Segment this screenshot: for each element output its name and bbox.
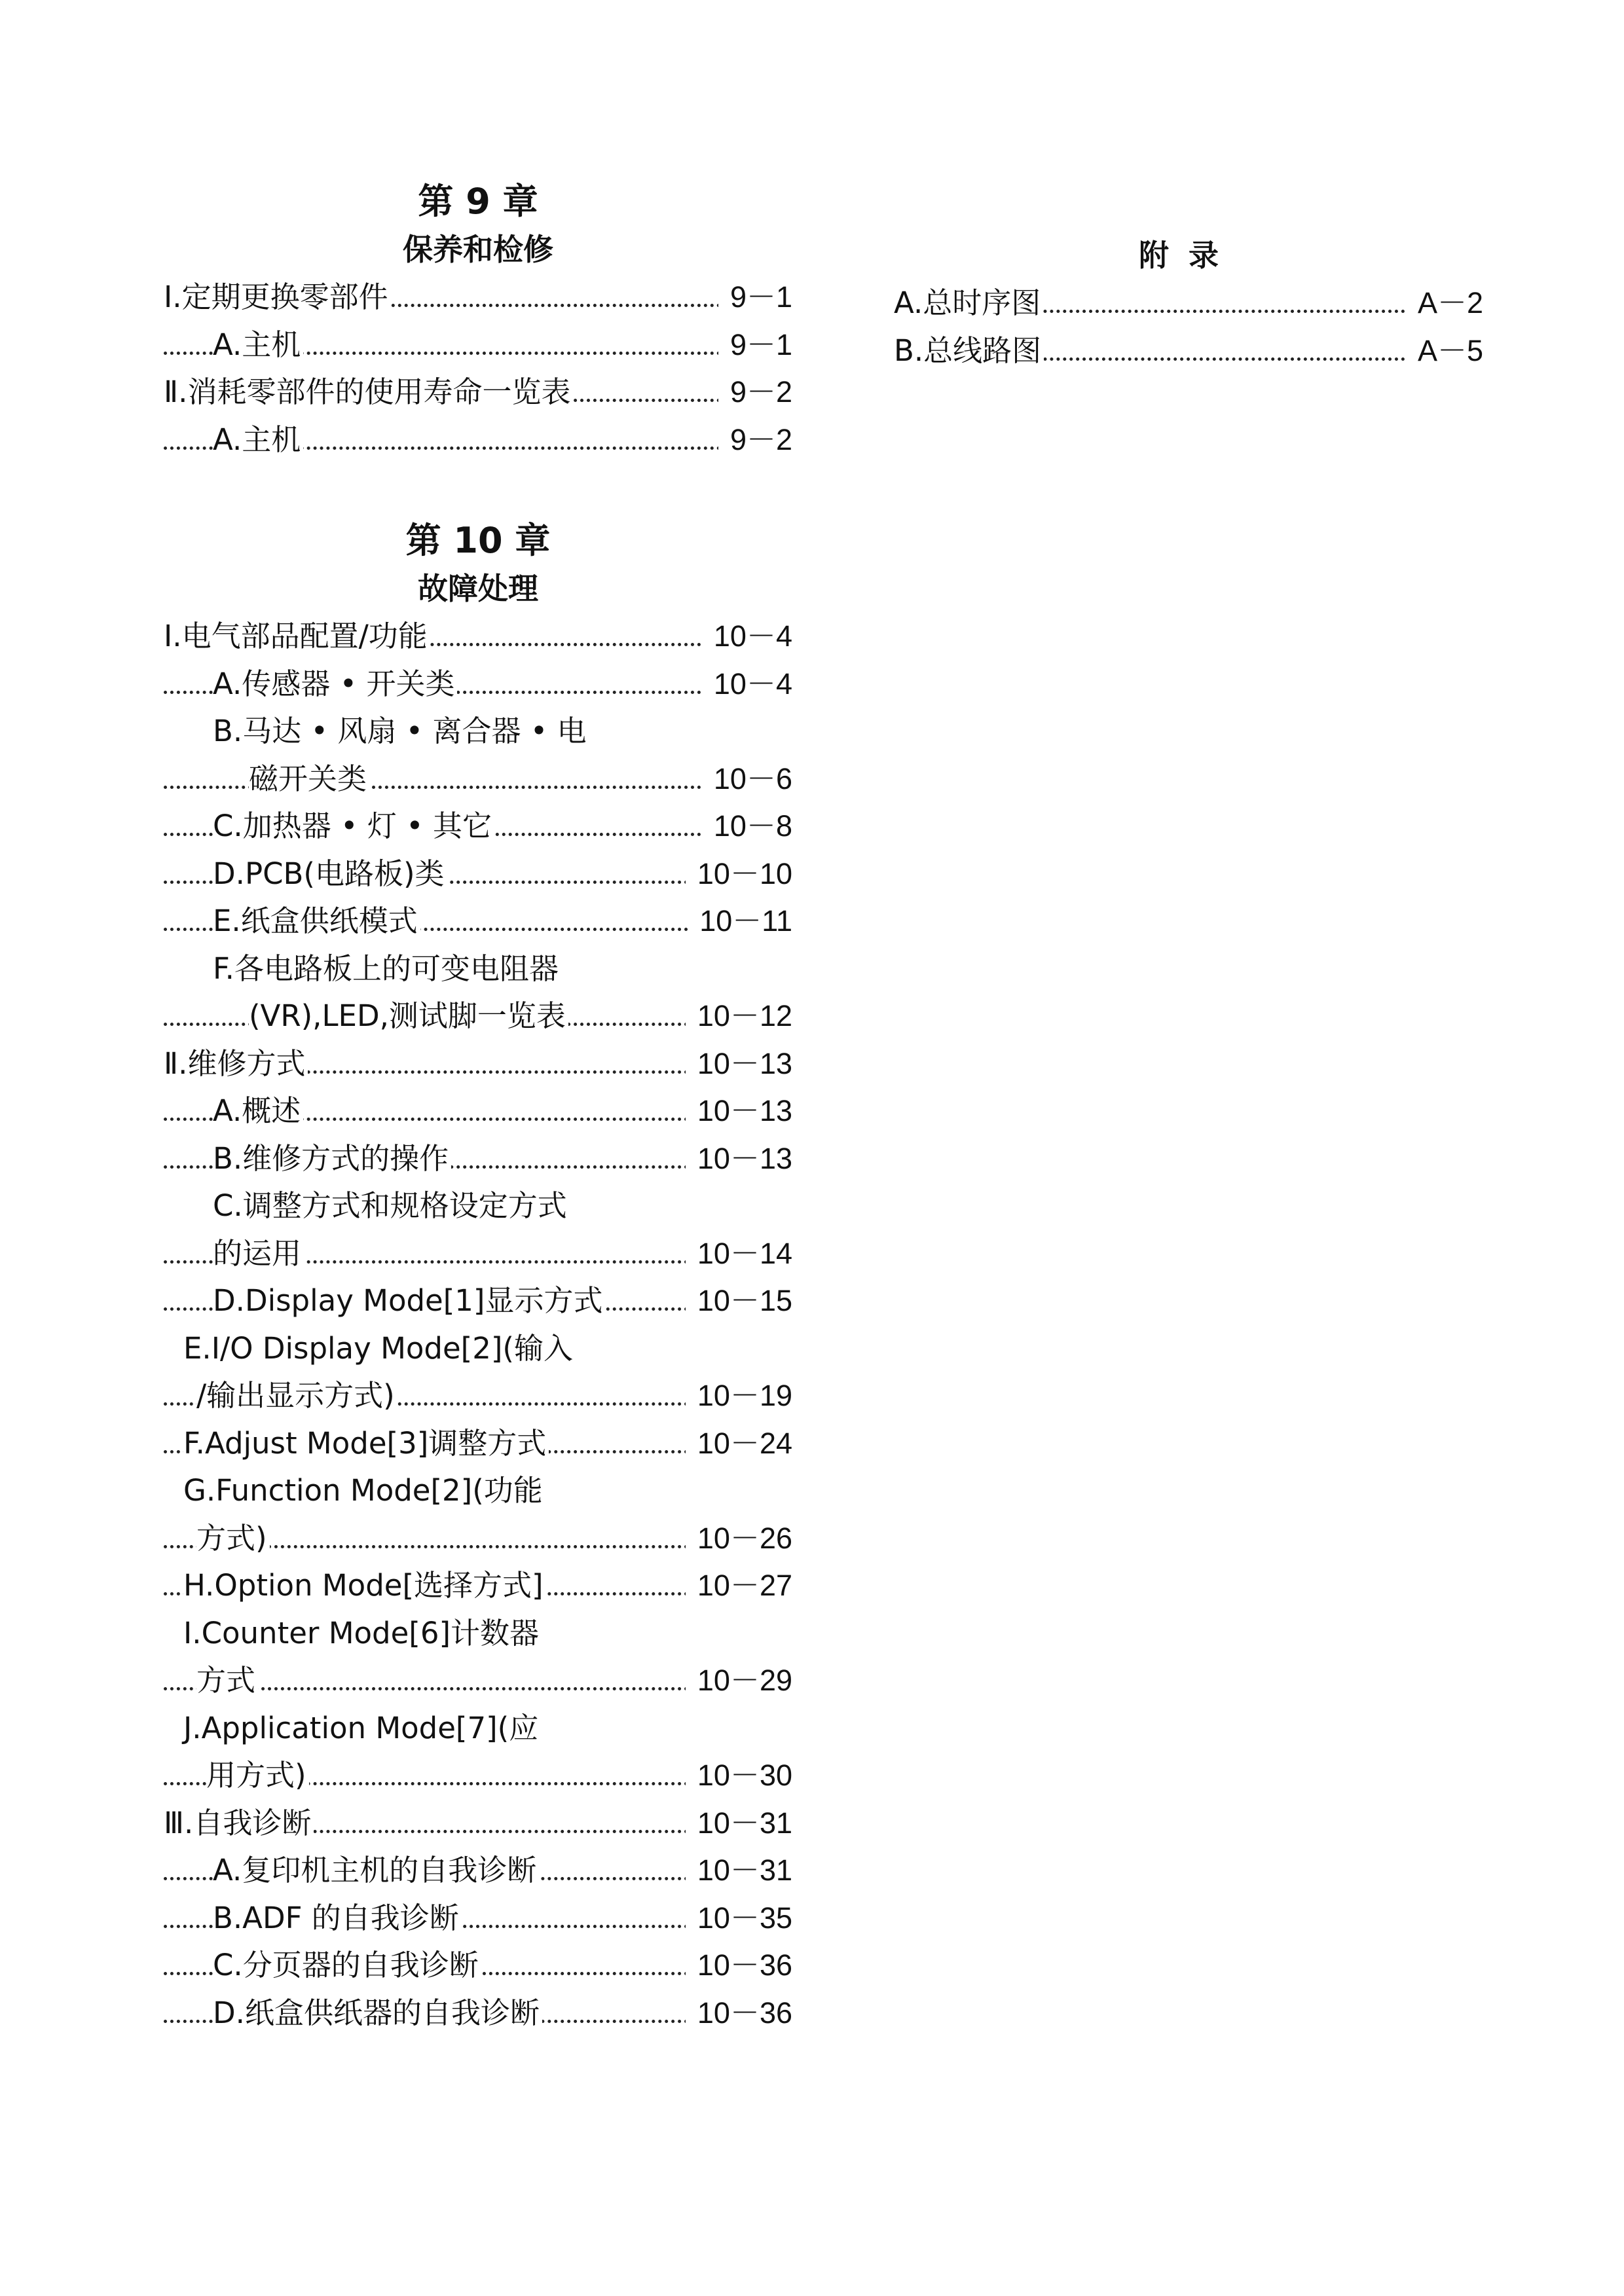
toc-entry-page: 9－2	[718, 369, 792, 416]
toc-entry[interactable]	[164, 1562, 792, 1610]
toc-entry[interactable]	[164, 1847, 792, 1895]
toc-entry-page: A－2	[1406, 280, 1483, 327]
toc-entry-text: E.纸盒供纸模式	[213, 898, 420, 945]
toc-entry-text: 的运用	[213, 1230, 304, 1278]
chapter-9-title: 第 9 章	[418, 181, 538, 222]
toc-entry-page: 10－12	[686, 993, 792, 1040]
toc-entry-text: B.ADF 的自我诊断	[213, 1895, 462, 1942]
toc-entry-text: B.维修方式的操作	[213, 1135, 451, 1183]
toc-entry-page: 10－29	[686, 1657, 792, 1705]
toc-entry-page: 10－35	[686, 1895, 792, 1942]
toc-entry-text: (VR),LED,测试脚一览表	[249, 993, 568, 1040]
toc-entry-text: A.复印机主机的自我诊断	[213, 1847, 539, 1895]
toc-entry-text: Ⅰ.定期更换零部件	[164, 274, 391, 321]
toc-entry-text: D.纸盒供纸器的自我诊断	[213, 1990, 542, 2037]
toc-entry[interactable]	[164, 993, 792, 1040]
toc-entry-text: J.Application Mode[7](应	[183, 1705, 541, 1753]
toc-entry-page: 10－6	[702, 756, 792, 803]
toc-entry[interactable]	[164, 274, 792, 321]
chapter-10-subtitle: 故障处理	[418, 571, 538, 606]
toc-entry-text: A.主机	[213, 416, 303, 464]
chapter-10-title: 第 10 章	[405, 520, 551, 561]
toc-entry-text: F.Adjust Mode[3]调整方式	[183, 1420, 549, 1468]
toc-entry[interactable]	[164, 416, 792, 464]
toc-entry-page: 10－10	[686, 850, 792, 898]
toc-entry[interactable]	[164, 898, 792, 945]
chapter-10-section	[164, 516, 792, 2037]
toc-entry[interactable]	[164, 1657, 792, 1705]
toc-entry-text: 方式	[196, 1657, 258, 1705]
toc-entry-text: Ⅰ.电气部品配置/功能	[164, 613, 430, 661]
toc-entry[interactable]	[164, 850, 792, 898]
toc-entry[interactable]	[164, 1705, 792, 1753]
toc-entry-page: 10－15	[686, 1277, 792, 1325]
toc-entry-page: 10－8	[702, 803, 792, 850]
toc-entry-page: 10－4	[702, 661, 792, 708]
toc-entry-text: H.Option Mode[选择方式]	[183, 1562, 546, 1610]
toc-entry[interactable]	[164, 1610, 792, 1658]
toc-entry[interactable]	[164, 1087, 792, 1135]
toc-entry-page: 10－36	[686, 1990, 792, 2037]
toc-entry[interactable]	[164, 756, 792, 803]
toc-entry-page: 10－30	[686, 1752, 792, 1800]
toc-entry-page: 10－26	[686, 1515, 792, 1563]
toc-entry[interactable]	[894, 280, 1483, 327]
toc-entry[interactable]	[164, 1277, 792, 1325]
toc-entry-page: 10－31	[686, 1847, 792, 1895]
toc-entry-text: A.概述	[213, 1087, 303, 1135]
toc-entry[interactable]	[164, 1515, 792, 1563]
toc-entry[interactable]	[164, 1135, 792, 1183]
right-column	[894, 232, 1483, 374]
toc-entry[interactable]	[164, 661, 792, 708]
toc-entry-text: Ⅱ.维修方式	[164, 1040, 308, 1088]
toc-entry-page: 10－27	[686, 1562, 792, 1610]
toc-entry-text: C.调整方式和规格设定方式	[213, 1182, 570, 1230]
toc-entry[interactable]	[164, 321, 792, 369]
toc-entry-page: 9－1	[718, 321, 792, 369]
toc-entry-text: F.各电路板上的可变电阻器	[213, 945, 561, 993]
toc-entry-text: Ⅲ.自我诊断	[164, 1800, 314, 1848]
toc-entry-text: A.主机	[213, 321, 303, 369]
toc-entry-page: 10－14	[686, 1230, 792, 1278]
chapter-9-section	[164, 177, 792, 464]
toc-entry-page: 10－11	[688, 898, 792, 945]
toc-entry-text: 用方式)	[206, 1752, 309, 1800]
toc-entry[interactable]	[164, 1942, 792, 1990]
toc-entry-page: 10－24	[686, 1420, 792, 1468]
toc-entry-text: 磁开关类	[249, 756, 369, 803]
toc-entry[interactable]	[164, 1467, 792, 1515]
toc-entry-page: 9－1	[718, 274, 792, 321]
toc-entry[interactable]	[164, 613, 792, 661]
toc-entry[interactable]	[164, 803, 792, 850]
toc-entry-page: 10－31	[686, 1800, 792, 1848]
appendix-title: 附录	[1139, 238, 1238, 273]
toc-entry-text: G.Function Mode[2](功能	[183, 1467, 545, 1515]
toc-entry-page: 10－4	[702, 613, 792, 661]
toc-entry[interactable]	[164, 369, 792, 416]
toc-entry[interactable]	[164, 1800, 792, 1848]
toc-entry-text: B.马达 • 风扇 • 离合器 • 电	[213, 708, 589, 756]
toc-entry-page: 10－13	[686, 1135, 792, 1183]
toc-entry-page: 10－13	[686, 1040, 792, 1088]
toc-entry[interactable]	[164, 1752, 792, 1800]
toc-entry-text: E.I/O Display Mode[2](输入	[183, 1325, 576, 1373]
toc-entry-page: A－5	[1406, 327, 1483, 375]
toc-entry[interactable]	[164, 945, 792, 993]
toc-entry[interactable]	[164, 1420, 792, 1468]
toc-entry-text: Ⅱ.消耗零部件的使用寿命一览表	[164, 369, 573, 416]
toc-entry[interactable]	[164, 1990, 792, 2037]
toc-entry-page: 10－13	[686, 1087, 792, 1135]
toc-entry-text: /输出显示方式)	[196, 1372, 397, 1420]
toc-entry[interactable]	[164, 1895, 792, 1942]
toc-entry[interactable]	[164, 1230, 792, 1278]
toc-entry-text: C.加热器 • 灯 • 其它	[213, 803, 494, 850]
toc-entry-text: A.传感器 • 开关类	[213, 661, 457, 708]
toc-entry-text: C.分页器的自我诊断	[213, 1942, 481, 1990]
toc-entry-page: 10－19	[686, 1372, 792, 1420]
toc-entry-text: D.Display Mode[1]显示方式	[213, 1277, 605, 1325]
toc-entry-page: 10－36	[686, 1942, 792, 1990]
toc-entry[interactable]	[894, 327, 1483, 375]
toc-entry-page: 9－2	[718, 416, 792, 464]
toc-entry-text: A.总时序图	[894, 280, 1043, 327]
toc-entry[interactable]	[164, 1325, 792, 1373]
toc-entry[interactable]	[164, 1182, 792, 1230]
toc-entry-text: D.PCB(电路板)类	[213, 850, 447, 898]
toc-entry[interactable]	[164, 1040, 792, 1088]
toc-entry[interactable]	[164, 1372, 792, 1420]
left-column	[164, 177, 792, 2037]
toc-entry[interactable]	[164, 708, 792, 756]
toc-entry-text: B.总线路图	[894, 327, 1044, 375]
toc-entry-text: 方式)	[196, 1515, 270, 1563]
toc-entry-text: I.Counter Mode[6]计数器	[183, 1610, 542, 1658]
chapter-9-subtitle: 保养和检修	[403, 232, 553, 267]
